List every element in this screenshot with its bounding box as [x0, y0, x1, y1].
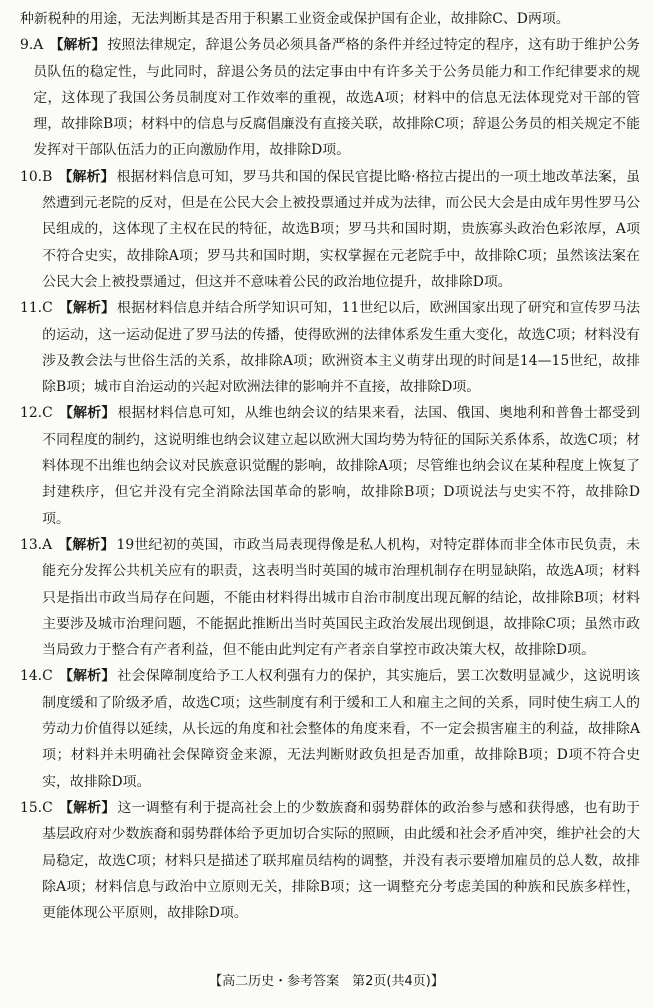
question-number: 15. — [20, 799, 43, 816]
analysis-tag: 【解析】 — [49, 37, 106, 54]
analysis-tag: 【解析】 — [58, 668, 116, 685]
answer-body — [42, 532, 640, 663]
answer-body — [42, 164, 640, 295]
answer-letter: A — [33, 37, 44, 54]
answer-list — [20, 32, 640, 926]
answer-letter: B — [42, 168, 53, 185]
answer-item — [20, 400, 640, 531]
question-number: 10. — [20, 168, 43, 185]
analysis-tag: 【解析】 — [58, 300, 116, 317]
answer-body — [33, 32, 640, 163]
answer-letter: C — [42, 668, 53, 685]
question-number: 12. — [20, 405, 43, 422]
analysis-text: 根据材料信息并结合所学知识可知，11世纪以后，欧洲国家出现了研究和宣传罗马法的运动，这一运动促进了罗马法的传播，使得欧洲的法律体系发生重大变化，故选C项；材料没有涉及教会法与世俗生活的关系，故排除A项；欧洲资本主义萌芽出现的时间是14—15世纪，故排除B项；城市自治运动的兴起对欧洲法律的影响并不直接，故排除D项。 — [42, 300, 640, 396]
question-number: 13. — [20, 536, 43, 553]
answer-item — [20, 164, 640, 295]
analysis-text: 根据材料信息可知，罗马共和国的保民官提比略·格拉古提出的一项土地改革法案，虽然遭到元老院的反对，但是在公民大会上被投票通过并成为法律，而公民大会是由成年男性罗马公民组成的，这体现了主权在民的特征，故选B项；罗马共和国时期，贵族寡头政治色彩浓厚，A项不符合史实，故排除A项；罗马共和国时期，实权掌握在元老院手中，故排除C项；虽然该法案在公民大会上被投票通过，但这并不意味着公民的政治地位提升，故排除D项。 — [42, 168, 640, 290]
analysis-tag: 【解析】 — [58, 799, 116, 816]
answer-body — [42, 795, 640, 926]
answer-letter: C — [42, 300, 53, 317]
answer-content — [20, 6, 640, 926]
question-number: 9. — [20, 37, 34, 54]
analysis-text: 按照法律规定，辞退公务员必须具备严格的条件并经过特定的程序，这有助于维护公务员队伍的稳定性，与此同时，辞退公务员的法定事由中有许多关于公务员能力和工作纪律要求的规定，这体现了我国公务员制度对工作效率的重视，故选A项；材料中的信息无法体现党对干部的管理，故排除B项；材料中的信息与反腐倡廉没有直接关联，故排除C项；辞退公务员的相关规定不能发挥对干部队伍活力的正向激励作用，故排除D项。 — [33, 37, 640, 159]
analysis-tag: 【解析】 — [58, 536, 115, 553]
analysis-text: 社会保障制度给予工人权利强有力的保护，其实施后，罢工次数明显减少，这说明该制度缓和了阶级矛盾，故选C项；这些制度有利于缓和工人和雇主之间的关系，同时使生病工人的劳动力价值得以延续，从长远的角度和社会整体的角度来看，不一定会损害雇主的利益，故排除A项；材料并未明确社会保障资金来源，无法判断财政负担是否加重，故排除B项；D项不符合史实，故排除D项。 — [42, 668, 640, 790]
question-number: 11. — [20, 300, 43, 317]
question-number: 14. — [20, 668, 43, 685]
answer-item — [20, 295, 640, 400]
page-footer: 【高二历史・参考答案 第2页(共4页)】 — [209, 974, 444, 989]
answer-item — [20, 532, 640, 663]
answer-item — [20, 32, 640, 163]
answer-letter: C — [42, 799, 53, 816]
analysis-tag: 【解析】 — [58, 405, 116, 422]
answer-body — [42, 400, 640, 531]
answer-letter: A — [42, 536, 53, 553]
analysis-text: 根据材料信息可知，从维也纳会议的结果来看，法国、俄国、奥地利和普鲁士都受到不同程度的制约，这说明维也纳会议建立起以欧洲大国均势为特征的国际关系体系，故选C项；材料体现不出维也纳会议对民族意识觉醒的影响，故排除A项；尽管维也纳会议在某种程度上恢复了封建秩序，但它并没有完全消除法国革命的影响，故排除B项；D项说法与史实不符，故排除D项。 — [42, 405, 640, 527]
answer-item — [20, 795, 640, 926]
answer-item — [20, 663, 640, 794]
answer-body — [42, 295, 640, 400]
continuation-text: 种新税种的用途，无法判断其是否用于积累工业资金或保护国有企业，故排除C、D两项。 — [20, 11, 570, 27]
answer-letter: C — [42, 405, 53, 422]
answer-body — [42, 663, 640, 794]
analysis-text: 19世纪初的英国，市政当局表现得像是私人机构，对特定群体而非全体市民负责，未能充分发挥公共机关应有的职责，这表明当时英国的城市治理机制存在明显缺陷，故选A项；材料只是指出市政当局存在问题，不能由材料得出城市自治市制度出现瓦解的结论，故排除B项；材料主要涉及城市治理问题，不能据此推断出当时英国民主政治发展出现倒退，故排除C项；虽然市政当局致力于整合有产者利益，但不能由此判定有产者亲自掌控市政决策大权，故排除D项。 — [42, 536, 640, 659]
analysis-tag: 【解析】 — [58, 168, 115, 185]
analysis-text: 这一调整有利于提高社会上的少数族裔和弱势群体的政治参与感和获得感，也有助于基层政府对少数族裔和弱势群体给予更加切合实际的照顾，由此缓和社会矛盾冲突，维护社会的大局稳定，故选C项；材料只是描述了联邦雇员结构的调整，并没有表示要增加雇员的总人数，故排除A项；材料信息与政治中立原则无关，排除B项；这一调整充分考虑美国的种族和民族多样性，更能体现公平原则，故排除D项。 — [42, 799, 640, 922]
